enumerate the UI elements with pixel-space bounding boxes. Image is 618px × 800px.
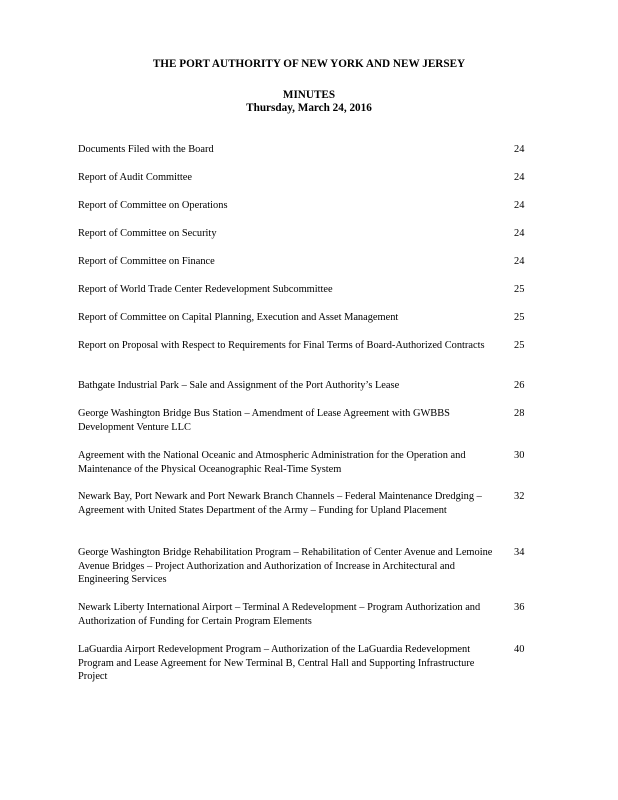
toc-entry-page: 26 [514,380,525,391]
toc-entry-title: Agreement with the National Oceanic and Atmospheric Administration for the Operation and Maintenance of the Physical Oceanographic Real-Time System [78,450,466,475]
toc-entry-page: 24 [514,228,525,239]
toc-entry-page: 36 [514,602,525,613]
toc-entry-page: 24 [514,256,525,267]
toc-entry-title: Report of Committee on Security [78,228,217,239]
toc-entry-title: Report of Committee on Operations [78,200,228,211]
toc-entry-title: Report of Committee on Finance [78,256,215,267]
organization-title: THE PORT AUTHORITY OF NEW YORK AND NEW JERSEY [152,58,466,70]
toc-entry-title: Documents Filed with the Board [78,144,214,155]
toc-entry-page: 30 [514,450,525,461]
toc-entry-title: George Washington Bridge Rehabilitation Program – Rehabilitation of Center Avenue and Lemoine Avenue Bridges – Project Authorization and Authorization of Increase in Architectural and Engineering Services [78,547,493,586]
toc-entry-page: 25 [514,340,525,351]
toc-entry-title: Report of Audit Committee [78,172,192,183]
toc-entry-title: Report of World Trade Center Redevelopment Subcommittee [78,284,333,295]
toc-entry-title: Report on Proposal with Respect to Requirements for Final Terms of Board-Authorized Contracts [78,340,485,351]
toc-entry-page: 32 [514,491,525,502]
toc-entry-title: Bathgate Industrial Park – Sale and Assignment of the Port Authority’s Lease [78,380,400,391]
toc-entry-title: LaGuardia Airport Redevelopment Program – Authorization of the LaGuardia Redevelopment Program and Lease Agreement for New Terminal B, Central Hall and Supporting Infrastructure Project [78,644,475,683]
document-heading: MINUTES [282,89,336,101]
toc-entry-page: 25 [514,312,525,323]
toc-entry-page: 25 [514,284,525,295]
toc-entry-title: George Washington Bridge Bus Station – Amendment of Lease Agreement with GWBBS Development Venture LLC [78,408,450,433]
toc-entry-title: Newark Liberty International Airport – Terminal A Redevelopment – Program Authorization and Authorization of Funding for Certain Program Elements [78,602,481,627]
toc-entry-page: 28 [514,408,525,419]
toc-entry-page: 24 [514,200,525,211]
toc-entry-page: 24 [514,144,525,155]
toc-entry-page: 40 [514,644,525,655]
toc-entry-page: 34 [514,547,525,558]
meeting-date: Thursday, March 24, 2016 [246,102,372,114]
toc-entry-title: Report of Committee on Capital Planning, Execution and Asset Management [78,312,399,323]
toc-entry-page: 24 [514,172,525,183]
toc-entry-title: Newark Bay, Port Newark and Port Newark Branch Channels – Federal Maintenance Dredging – Agreement with United States Department of the Army – Funding for Upland Placement [78,491,482,516]
